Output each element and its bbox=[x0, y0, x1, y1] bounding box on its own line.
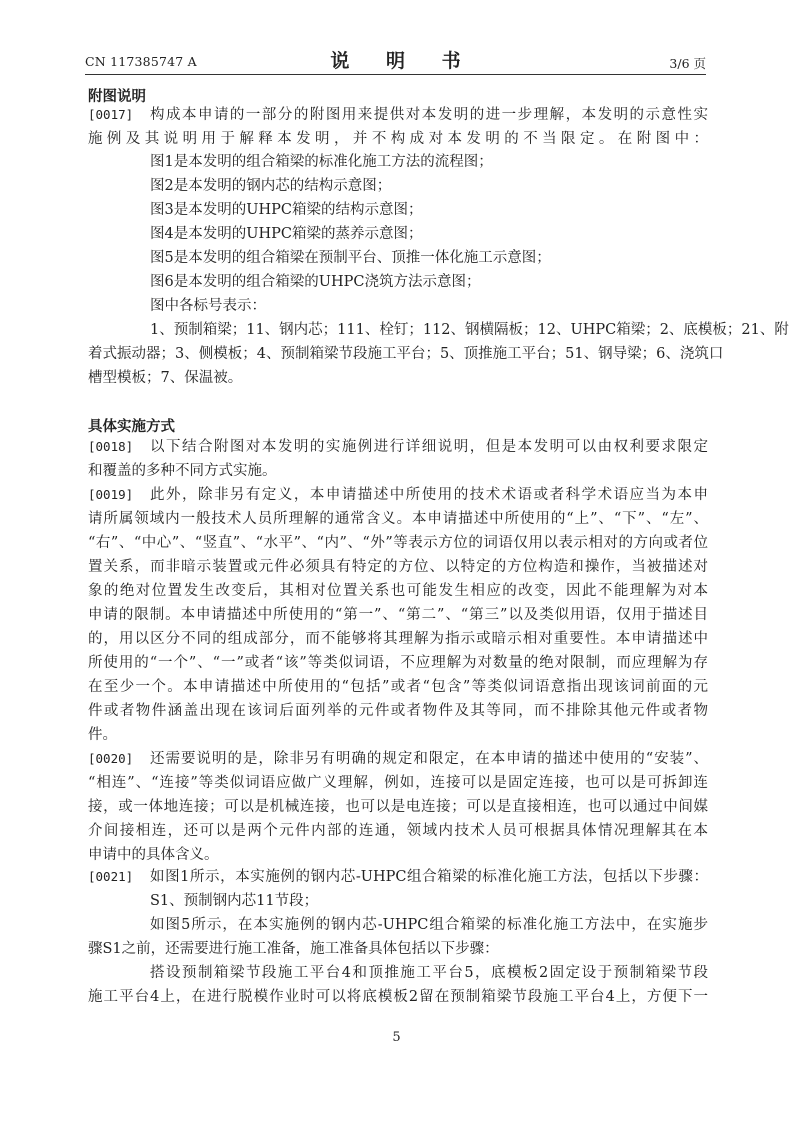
page-number: 5 bbox=[392, 1030, 401, 1045]
paragraph-line: 件或者物件涵盖出现在该词后面列举的元件或者物件及其等同，而不排除其他元件或者物 bbox=[88, 703, 708, 719]
paragraph-line: 图6是本发明的组合箱梁的UHPC浇筑方法示意图； bbox=[150, 274, 481, 290]
paragraph-line: 图4是本发明的UHPC箱梁的蒸养示意图； bbox=[150, 226, 423, 242]
section-heading-embodiment: 具体实施方式 bbox=[88, 419, 175, 435]
paragraph-line: 施例及其说明用于解释本发明，并不构成对本发明的不当限定。在附图中： bbox=[88, 131, 708, 147]
paragraph-line: 槽型模板；7、保温被。 bbox=[88, 370, 243, 386]
page-indicator: 3/6 页 bbox=[669, 56, 706, 71]
section-heading-drawings: 附图说明 bbox=[88, 89, 146, 105]
paragraph-line: 图中各标号表示： bbox=[150, 298, 266, 314]
paragraph-line: 在至少一个。本申请描述中所使用的“包括”或者“包含”等类似词语意指出现该词前面的元 bbox=[88, 679, 708, 695]
paragraph-line: 置关系，而非暗示装置或元件必须具有特定的方位、以特定的方位构造和操作，当被描述对 bbox=[88, 559, 708, 575]
paragraph-line: 骤S1之前，还需要进行施工准备，施工准备具体包括以下步骤： bbox=[88, 941, 499, 957]
paragraph-line: 如图1所示，本实施例的钢内芯-UHPC组合箱梁的标准化施工方法，包括以下步骤： bbox=[150, 869, 708, 885]
paragraph-line: 还需要说明的是，除非另有明确的规定和限定，在本申请的描述中使用的“安装”、 bbox=[150, 751, 708, 767]
paragraph-line: 件。 bbox=[88, 727, 117, 743]
paragraph-line: “相连”、“连接”等类似词语应做广义理解，例如，连接可以是固定连接，也可以是可拆卸连 bbox=[88, 775, 708, 791]
paragraph-line: 介间接相连，还可以是两个元件内部的连通，领域内技术人员可根据具体情况理解其在本 bbox=[88, 823, 708, 839]
paragraph-line: 构成本申请的一部分的附图用来提供对本发明的进一步理解，本发明的示意性实 bbox=[150, 107, 708, 123]
page-header bbox=[85, 44, 706, 75]
paragraph-number: [0020] bbox=[88, 751, 134, 766]
paragraph-number: [0017] bbox=[88, 107, 134, 122]
paragraph-line: 图3是本发明的UHPC箱梁的结构示意图； bbox=[150, 202, 423, 218]
paragraph-line: 图1是本发明的组合箱梁的标准化施工方法的流程图； bbox=[150, 154, 493, 170]
paragraph-line: 此外，除非另有定义，本申请描述中所使用的技术术语或者科学术语应当为本申 bbox=[150, 487, 708, 503]
paragraph-line: S1、预制钢内芯11节段； bbox=[150, 893, 319, 909]
paragraph-line: 1、预制箱梁；11、钢内芯；111、栓钉；112、钢横隔板；12、UHPC箱梁；2、底模板；21、附 bbox=[150, 322, 789, 338]
paragraph-line: “右”、“中心”、“竖直”、“水平”、“内”、“外”等表示方位的词语仅用以表示相对的方向或者位 bbox=[88, 535, 708, 551]
paragraph-line: 申请的限制。本申请描述中所使用的“第一”、“第二”、“第三”以及类似用语，仅用于描述目 bbox=[88, 607, 708, 623]
publication-number: CN 117385747 A bbox=[85, 54, 197, 69]
paragraph-line: 接，或一体地连接；可以是机械连接，也可以是电连接；可以是直接相连，也可以通过中间媒 bbox=[88, 799, 708, 815]
paragraph-line: 请所属领域内一般技术人员所理解的通常含义。本申请描述中所使用的“上”、“下”、“左”、 bbox=[88, 511, 708, 527]
paragraph-line: 着式振动器；3、侧模板；4、预制箱梁节段施工平台；5、顶推施工平台；51、钢导梁；6、浇筑口 bbox=[88, 346, 724, 362]
document-title: 说 明 书 bbox=[330, 50, 476, 72]
paragraph-line: 以下结合附图对本发明的实施例进行详细说明，但是本发明可以由权利要求限定 bbox=[150, 439, 708, 455]
paragraph-number: [0019] bbox=[88, 487, 134, 502]
paragraph-line: 搭设预制箱梁节段施工平台4和顶推施工平台5，底模板2固定设于预制箱梁节段 bbox=[150, 965, 708, 981]
paragraph-line: 如图5所示，在本实施例的钢内芯-UHPC组合箱梁的标准化施工方法中，在实施步 bbox=[150, 917, 708, 933]
paragraph-line: 施工平台4上，在进行脱模作业时可以将底模板2留在预制箱梁节段施工平台4上，方便下一 bbox=[88, 989, 708, 1005]
paragraph-line: 所使用的“一个”、“一”或者“该”等类似词语，不应理解为对数量的绝对限制，而应理解为存 bbox=[88, 655, 708, 671]
paragraph-number: [0018] bbox=[88, 439, 134, 454]
paragraph-line: 申请中的具体含义。 bbox=[88, 847, 219, 863]
paragraph-line: 和覆盖的多种不同方式实施。 bbox=[88, 463, 277, 479]
paragraph-line: 图2是本发明的钢内芯的结构示意图； bbox=[150, 178, 392, 194]
paragraph-line: 象的绝对位置发生改变后，其相对位置关系也可能发生相应的改变，因此不能理解为对本 bbox=[88, 583, 708, 599]
paragraph-line: 的，用以区分不同的组成部分，而不能够将其理解为指示或暗示相对重要性。本申请描述中 bbox=[88, 631, 708, 647]
paragraph-line: 图5是本发明的组合箱梁在预制平台、顶推一体化施工示意图； bbox=[150, 250, 551, 266]
paragraph-number: [0021] bbox=[88, 869, 134, 884]
